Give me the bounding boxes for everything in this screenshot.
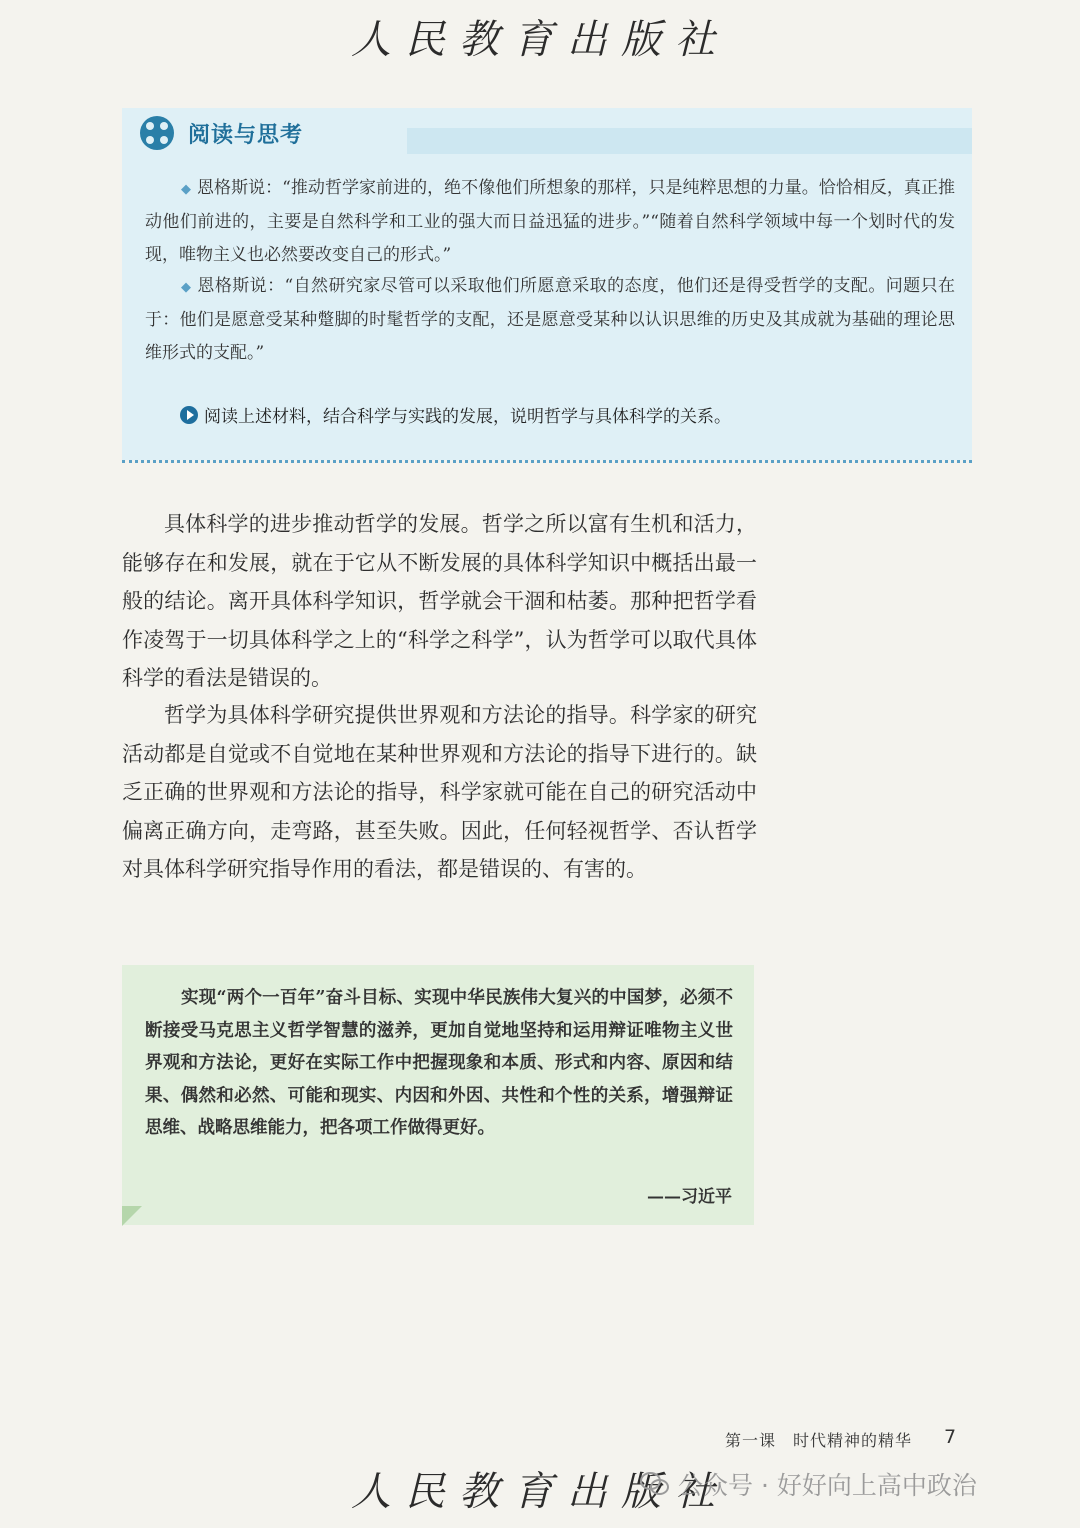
quote-box-corner	[122, 1206, 142, 1226]
question-text: 阅读上述材料，结合科学与实践的发展，说明哲学与具体科学的关系。	[204, 407, 731, 427]
diamond-bullet-icon: ◆	[181, 182, 192, 197]
reading-title-row	[140, 115, 303, 151]
film-reel-icon	[140, 116, 174, 150]
reading-title: 阅读与思考	[188, 122, 304, 148]
quote-author: ——习近平	[647, 1187, 732, 1207]
engels-quote-2	[145, 270, 955, 370]
dotted-divider	[122, 460, 972, 463]
body-paragraph-1: 具体科学的进步推动哲学的发展。哲学之所以富有生机和活力，能够存在和发展，就在于它从不断发展的具体科学知识中概括出最一般的结论。离开具体科学知识，哲学就会干涸和枯萎。那种把哲学看作凌驾于一切具体科学之上的“科学之科学”，认为哲学可以取代具体科学的看法是错误的。	[122, 512, 757, 690]
play-arrow-icon	[180, 406, 198, 424]
wechat-source-text: 公众号 · 好好向上高中政治	[678, 1471, 977, 1500]
quote-1-text: 恩格斯说：“推动哲学家前进的，绝不像他们所想象的那样，只是纯粹思想的力量。恰恰相反，真正推动他们前进的，主要是自然科学和工业的强大而日益迅猛的进步。”“随着自然科学领域中每一个划时代的发现，唯物主义也必然要改变自己的形式。”	[145, 178, 955, 265]
body-paragraph-2: 哲学为具体科学研究提供世界观和方法论的指导。科学家的研究活动都是自觉或不自觉地在某种世界观和方法论的指导下进行的。缺乏正确的世界观和方法论的指导，科学家就可能在自己的研究活动中偏离正确方向，走弯路，甚至失败。因此，任何轻视哲学、否认哲学对具体科学研究指导作用的看法，都是错误的、有害的。	[122, 703, 757, 881]
footer-lesson-title: 第一课 时代精神的精华	[725, 1431, 913, 1450]
xi-quote-text: 实现“两个一百年”奋斗目标、实现中华民族伟大复兴的中国梦，必须不断接受马克思主义哲学智慧的滋养，更加自觉地坚持和运用辩证唯物主义世界观和方法论，更好在实际工作中把握现象和本质、形式和内容、原因和结果、偶然和必然、可能和现实、内因和外因、共性和个性的关系，增强辩证思维、战略思维能力，把各项工作做得更好。	[145, 988, 733, 1138]
reading-header-band	[400, 128, 972, 154]
page-number: 7	[944, 1426, 957, 1448]
engels-quote-1	[145, 172, 955, 272]
diamond-bullet-icon: ◆	[181, 280, 192, 295]
publisher-logo: 人民教育出版社	[351, 17, 729, 63]
reading-question	[180, 402, 731, 427]
publisher-logo-bottom: 人民教育出版社	[351, 1469, 729, 1515]
quote-2-text: 恩格斯说：“自然研究家尽管可以采取他们所愿意采取的态度，他们还是得受哲学的支配。问题只在于：他们是愿意受某种蹩脚的时髦哲学的支配，还是愿意受某种以认识思维的历史及其成就为基础的理论思维形式的支配。”	[145, 276, 955, 363]
wechat-icon	[640, 1472, 670, 1496]
wechat-watermark	[640, 1466, 977, 1502]
